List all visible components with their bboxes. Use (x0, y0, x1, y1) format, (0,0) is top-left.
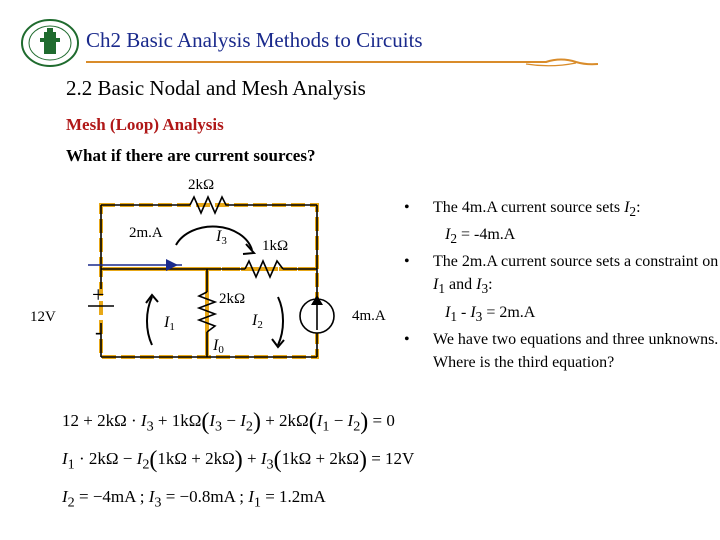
label-current-source-right: 4m.A (352, 308, 386, 324)
note-item: • The 4m.A current source sets $I_2$: $I_2 = -4m.A$ (404, 196, 720, 250)
label-voltage-source: 12V (30, 309, 56, 325)
subsection-title: Mesh (Loop) Analysis (66, 115, 224, 134)
header-title: Ch2 Basic Analysis Methods to Circuits (86, 28, 423, 52)
label-plus: + (92, 282, 105, 307)
header-rule (86, 55, 598, 69)
equation-3: $I_2 = -4mA$ ; $I_3 = -0.8mA$ ; $I_1 = 1.2mA$ (62, 487, 326, 511)
label-current-i2: I2 (252, 312, 263, 331)
label-resistor-top: 2kΩ (188, 177, 215, 193)
label-resistor-middle: 2kΩ (219, 291, 246, 307)
bullet-icon: • (404, 199, 410, 216)
notes-list (404, 196, 720, 374)
mesh-current-i3-arrow-icon (176, 226, 252, 250)
equation-1: $12 + 2k\Omega \cdot I_3 + 1k\Omega(I_3 - I_2) + 2k\Omega(I_1 - I_2) = 0$ (62, 409, 395, 435)
note-item: • The 2m.A current source sets a constraint on $I_1$ and $I_3$: $I_1 - I_3 = 2m.A$ (404, 250, 720, 327)
label-current-i3: I3 (216, 228, 227, 247)
mesh-current-i1-arrow-icon (147, 297, 152, 345)
circuit-diagram (0, 160, 420, 380)
section-title: 2.2 Basic Nodal and Mesh Analysis (66, 76, 366, 100)
equation-2: $I_1 \cdot 2k\Omega - I_2(1k\Omega + 2k\Omega) + I_3(1k\Omega + 2k\Omega) = 12V$ (62, 447, 415, 473)
label-current-i0: I0 (213, 337, 224, 356)
bullet-icon: • (404, 253, 410, 271)
note-item: • We have two equations and three unknowns. Where is the third equation? (404, 328, 720, 374)
note-indent: $I_2 = -4m.A$ (445, 226, 516, 247)
note-indent: $I_1 - I_3 = 2m.A$ (445, 303, 536, 324)
label-current-source-left: 2m.A (129, 225, 163, 241)
equations-block (62, 402, 482, 516)
label-minus: - (95, 319, 103, 344)
university-logo (20, 18, 80, 68)
question-text: What if there are current sources? (66, 146, 316, 165)
label-resistor-right: 1kΩ (262, 238, 289, 254)
bullet-icon: • (404, 330, 410, 348)
mesh-current-i2-arrow-icon (278, 297, 283, 345)
label-current-i1: I1 (164, 314, 175, 333)
